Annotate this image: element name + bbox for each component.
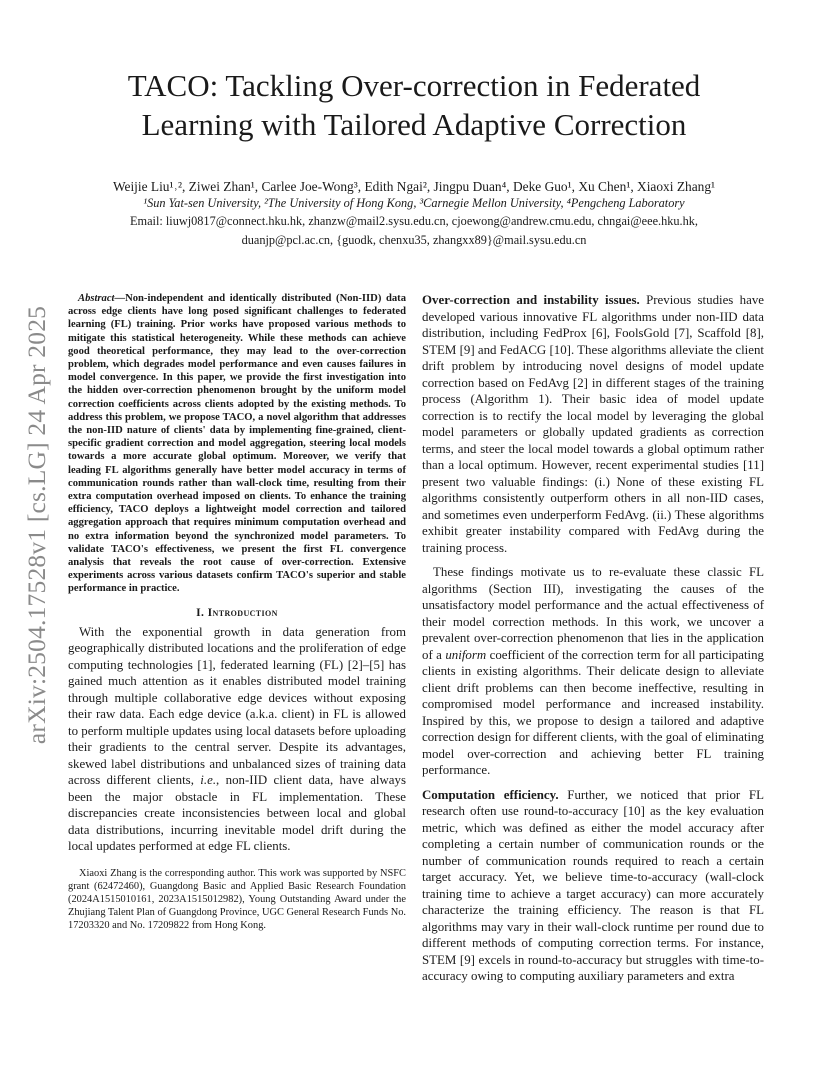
- paragraph-computation-efficiency: Computation efficiency. Further, we noticed that prior FL research often use round-to-accuracy [10] as the key evaluation metric, which was defined as either the model accuracy after completing a certain number of communication rounds or the number of communication rounds required to reach a certain target accuracy. Yet, we believe time-to-accuracy (wall-clock training time to achieve a target accuracy) can more accurately characterize the training efficiency. The reason is that FL algorithms may vary in their wall-clock runtime per round due to different methods of computing correction terms. For instance, STEM [9] excels in round-to-accuracy but struggles with time-to-accuracy owing to computing auxiliary parameters and extra: [422, 787, 764, 983]
- abstract: [68, 292, 406, 596]
- paper-title: TACO: Tackling Over-correction in Federated Learning with Tailored Adaptive Correction: [127, 68, 701, 142]
- author-list: Weijie Liu¹˒², Ziwei Zhan¹, Carlee Joe-Wong³, Edith Ngai², Jingpu Duan⁴, Deke Guo¹, Xu Chen¹, Xiaoxi Zhang¹: [112, 179, 716, 194]
- email-line-2: duanjp@pcl.ac.cn, {guodk, chenxu35, zhangxx89}@mail.sysu.edu.cn: [241, 233, 587, 247]
- left-column: [68, 292, 406, 932]
- abstract-label: Abstract: [78, 293, 115, 304]
- arxiv-identifier-text: arXiv:2504.17528v1 [cs.LG] 24 Apr 2025: [22, 305, 51, 745]
- email-list: [40, 212, 788, 250]
- email-line-1: Email: liuwj0817@connect.hku.hk, zhanzw@mail2.sysu.edu.cn, cjoewong@andrew.cmu.edu, chngai@eee.hku.hk,: [130, 214, 698, 228]
- uniform-emphasis: uniform: [445, 647, 487, 662]
- intro-paragraph-1: With the exponential growth in data generation from geographically distributed locations and the proliferation of edge computing technologies [1], federated learning (FL) [2]–[5] has gained much attention as it enables distributed model training through multiple collaborative edge devices without exposing their raw data. Each edge device (a.k.a. client) in FL is allowed to perform multiple updates using local datasets before uploading their gradients to the central server. Despite its advantages, skewed label distributions and unbalanced sizes of training data across different clients, i.e., non-IID client data, have always been the major obstacle in FL implementation. These discrepancies create inconsistencies between local and global data distributions, incurring inevitable model drift during the local updates performed at edge FL clients.: [68, 624, 406, 854]
- section-heading-introduction: I. Introduction: [196, 605, 278, 619]
- footnote: Xiaoxi Zhang is the corresponding author. This work was supported by NSFC grant (62472460), Guangdong Basic and Applied Basic Research Foundation (2024A1515010161, 2023A1515012982), Young Outstanding Award under the Zhujiang Talent Plan of Guangdong Province, UGC General Research Funds No. 17203320 and No. 17209822 from Hong Kong.: [68, 867, 406, 931]
- abstract-text: —Non-independent and identically distributed (Non-IID) data across edge clients have long posed significant challenges to federated learning (FL) training. Prior works have proposed various methods to mitigate this statistical heterogeneity. While these methods can achieve good theoretical performance, they may lead to the over-correction problem, which degrades model performance and even causes failures in model convergence. In this paper, we provide the first investigation into the hidden over-correction phenomenon brought by the uniform model correction coefficients across clients adopted by the existing methods. To address this problem, we propose TACO, a novel algorithm that addresses the non-IID nature of clients' data by implementing fine-grained, client-specific gradient correction and model aggregation, steering local models towards a more accurate global optimum. Moreover, we verify that leading FL algorithms generally have better model accuracy in terms of communication rounds rather than wall-clock time, resulting from their extra computation overhead imposed on clients. To enhance the training efficiency, TACO deploys a lightweight model correction and tailored aggregation approach that requires minimum computation overhead and no extra information beyond the synchronized model parameters. To validate TACO's effectiveness, we present the first FL convergence analysis that reveals the root cause of over-correction. Extensive experiments across various datasets confirm TACO's superior and stable performance in practice.: [68, 293, 406, 595]
- paragraph-over-correction: Over-correction and instability issues. Previous studies have developed various innovative FL algorithms under non-IID data distribution, including FedProx [6], FoolsGold [7], Scaffold [8], STEM [9] and FedACG [10]. These algorithms alleviate the client drift problem by introducing novel designs of model update correction based on FedAvg [2] in different stages of the training process (Algorithm 1). Their basic idea of model update correction is to rectify the local model by leveraging the global model parameters or globally updated gradients as correction terms, and steer the local model towards a global optimum rather than a local optimum. However, recent experimental studies [11] present two valuable findings: (i.) None of these existing FL algorithms consistently outperform others in all non-IID cases, and sometimes even underperform FedAvg. (ii.) These algorithms exhibit greater instability compared with FedAvg during the training process.: [422, 293, 764, 555]
- paragraph-findings: These findings motivate us to re-evaluate these classic FL algorithms (Section III), investigating the causes of the unsatisfactory model performance and the actual effectiveness of their model correction methods. In this work, we uncover a prevalent over-correction phenomenon that lies in the application of a uniform coefficient of the correction term for all participating clients in existing algorithms. Their delicate design to alleviate client drift problems can then become ineffective, resulting in compromised model performance and increased instability. Inspired by this, we propose to design a tailored and adaptive correction design for different clients, with the goal of eliminating model over-correction and achieving better FL training performance.: [422, 565, 764, 777]
- affiliation-list: ¹Sun Yat-sen University, ²The University of Hong Kong, ³Carnegie Mellon University, ⁴Pengcheng Laboratory: [143, 196, 685, 210]
- ie-abbrev: i.e.: [200, 773, 217, 788]
- runin-heading-over-correction: Over-correction and instability issues.: [422, 293, 640, 307]
- arxiv-identifier: [20, 286, 54, 764]
- runin-heading-computation: Computation efficiency.: [422, 787, 559, 802]
- right-column: [422, 292, 764, 985]
